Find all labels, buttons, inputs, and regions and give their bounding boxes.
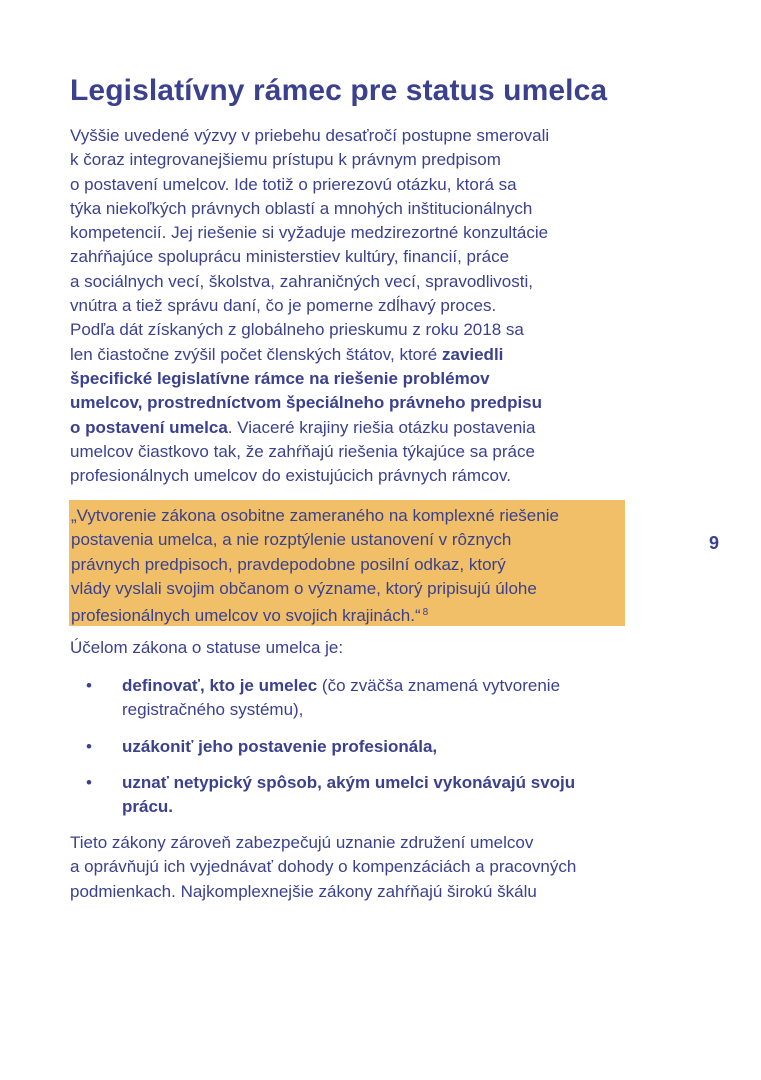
text-line: týka niekoľkých právnych oblastí a mnohých inštitucionálnych bbox=[70, 198, 533, 218]
quote-line: „Vytvorenie zákona osobitne zameraného na komplexné riešenie bbox=[71, 506, 559, 525]
closing-paragraph bbox=[70, 831, 650, 904]
quote-line-text: profesionálnych umelcov vo svojich krajinách.“ bbox=[71, 606, 421, 626]
footnote-marker: 8 bbox=[422, 607, 429, 619]
list-item-text bbox=[122, 735, 642, 759]
text-line: umelcov čiastkovo tak, že zahŕňajú riešenia týkajúce sa práce bbox=[70, 441, 535, 461]
text-run: . Viaceré krajiny riešia otázku postavenia bbox=[227, 417, 536, 437]
list-item-text bbox=[122, 674, 642, 723]
list-item-text bbox=[122, 771, 642, 820]
text-line: Tieto zákony zároveň zabezpečujú uznanie združení umelcov bbox=[70, 833, 534, 852]
quote-line: vlády vyslali svojim občanom o význame, ktorý pripisujú úlohe bbox=[71, 578, 537, 598]
emphasis-line: uznať netypický spôsob, akým umelci vykonávajú svoju bbox=[122, 773, 576, 792]
text-line: a sociálnych vecí, školstva, zahraničných vecí, spravodlivosti, bbox=[70, 271, 533, 291]
page-number: 9 bbox=[709, 533, 720, 553]
text-line bbox=[70, 416, 630, 440]
text-run: (čo zväčša znamená vytvorenie bbox=[317, 676, 561, 695]
purpose-intro: Účelom zákona o statuse umelca je: bbox=[70, 638, 344, 657]
list-item-line bbox=[122, 674, 642, 698]
quote-line: postavenia umelca, a nie rozptýlenie ustanovení v rôznych bbox=[71, 530, 512, 550]
text-line: zahŕňajúce spoluprácu ministerstiev kultúry, financií, práce bbox=[70, 247, 510, 267]
section-heading: Legislatívny rámec pre status umelca bbox=[70, 74, 608, 107]
emphasis-line: špecifické legislatívne rámce na riešenie problémov bbox=[70, 368, 490, 388]
list-item-line: registračného systému), bbox=[122, 700, 304, 720]
text-line: k čoraz integrovanejšiemu prístupu k právnym predpisom bbox=[70, 150, 501, 170]
bullet-marker: • bbox=[86, 773, 92, 792]
text-line: podmienkach. Najkomplexnejšie zákony zahŕňajú širokú škálu bbox=[70, 881, 537, 901]
emphasis-text: zaviedli bbox=[441, 344, 504, 364]
emphasis-line: prácu. bbox=[122, 797, 174, 817]
text-run: len čiastočne zvýšil počet členských štátov, ktoré bbox=[70, 344, 442, 364]
bullet-marker: • bbox=[86, 676, 92, 695]
text-line: profesionálnych umelcov do existujúcich právnych rámcov. bbox=[70, 466, 511, 486]
emphasis-text: definovať, kto je umelec bbox=[122, 676, 318, 695]
text-line: a oprávňujú ich vyjednávať dohody o kompenzáciách a pracovných bbox=[70, 857, 577, 877]
text-line: Vyššie uvedené výzvy v priebehu desaťročí postupne smerovali bbox=[70, 126, 550, 145]
text-line bbox=[70, 343, 630, 367]
text-line: vnútra a tiež správu daní, čo je pomerne zdĺhavý proces. bbox=[70, 296, 497, 316]
quote-line bbox=[71, 601, 559, 628]
emphasis-text: o postavení umelca bbox=[70, 417, 228, 437]
bullet-marker: • bbox=[86, 737, 92, 756]
text-line: kompetencií. Jej riešenie si vyžaduje medzirezortné konzultácie bbox=[70, 223, 549, 243]
quote-text bbox=[71, 504, 559, 628]
text-line: o postavení umelcov. Ide totiž o prierezovú otázku, ktorá sa bbox=[70, 174, 517, 194]
highlighted-quote bbox=[69, 500, 625, 626]
intro-paragraph bbox=[70, 124, 630, 488]
text-line: Podľa dát získaných z globálneho prieskumu z roku 2018 sa bbox=[70, 320, 524, 340]
emphasis-line: umelcov, prostredníctvom špeciálneho právneho predpisu bbox=[70, 393, 543, 413]
quote-line: právnych predpisoch, pravdepodobne posilní odkaz, ktorý bbox=[71, 554, 506, 574]
emphasis-line: uzákoniť jeho postavenie profesionála, bbox=[122, 737, 438, 756]
